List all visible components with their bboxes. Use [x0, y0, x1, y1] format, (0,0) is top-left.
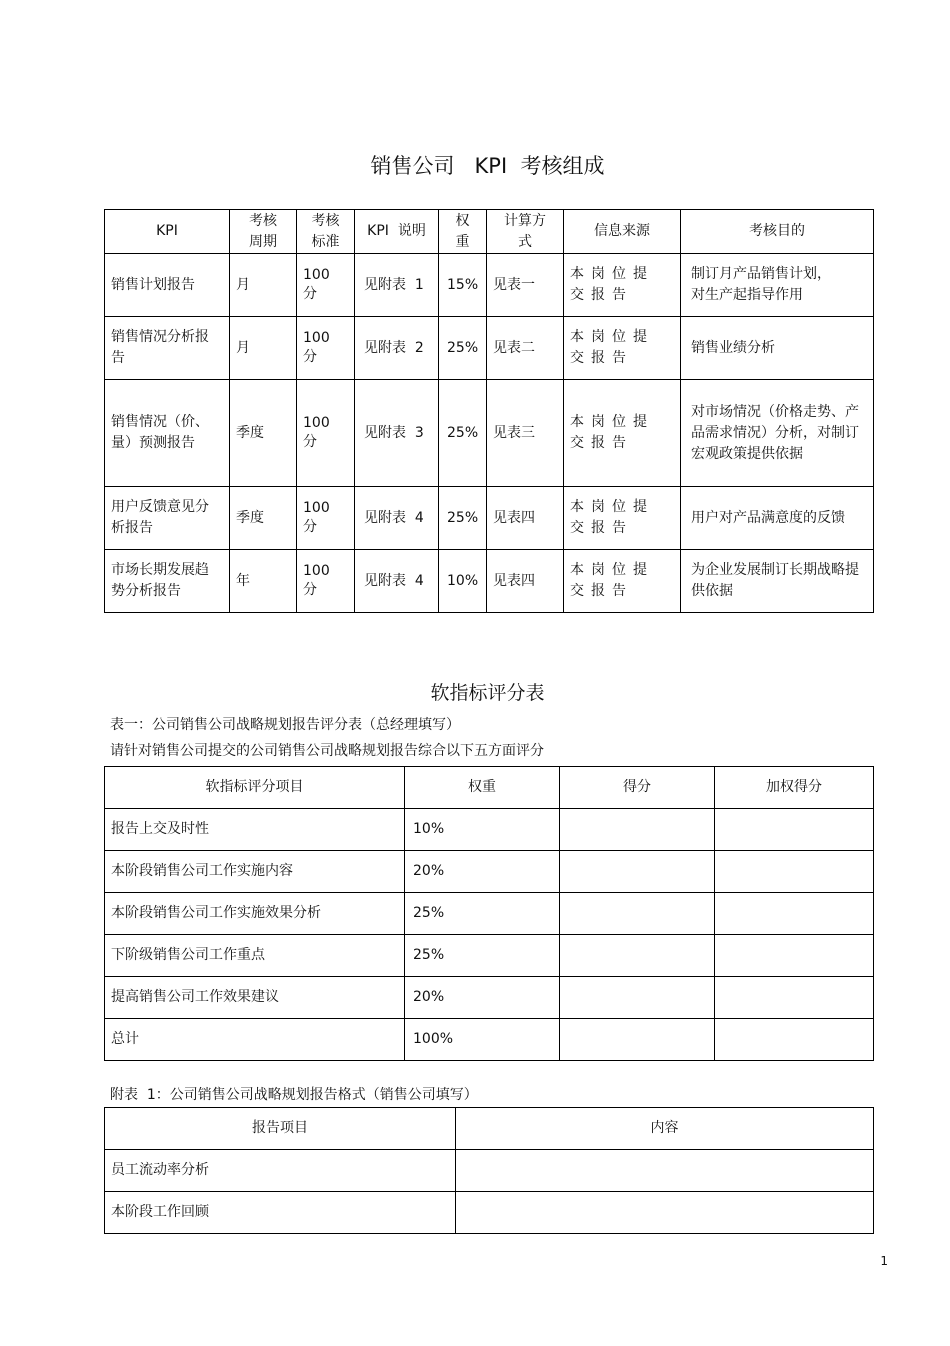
kpi-cell-standard: 100分: [297, 254, 355, 317]
kpi-cell-weight: 25%: [439, 487, 487, 550]
kpi-row: [105, 550, 874, 613]
soft-cell-weight: 25%: [405, 935, 560, 977]
kpi-cell-standard: 100分: [297, 317, 355, 380]
soft-cell-weighted[interactable]: [715, 851, 874, 893]
soft-cell-item: 提高销售公司工作效果建议: [105, 977, 405, 1019]
kpi-cell-period: 月: [230, 317, 297, 380]
kpi-cell-source: 本岗位提交报告: [564, 380, 681, 487]
kpi-cell-calc: 见表一: [487, 254, 564, 317]
kpi-cell-calc: 见表三: [487, 380, 564, 487]
kpi-cell-desc: 见附表 4: [355, 550, 439, 613]
kpi-cell-standard: 100分: [297, 550, 355, 613]
kpi-cell-name: 市场长期发展趋势分析报告: [105, 550, 230, 613]
kpi-cell-weight: 25%: [439, 317, 487, 380]
soft-header-cell: 得分: [560, 767, 715, 809]
kpi-header-cell: 考核目的: [681, 210, 874, 254]
kpi-cell-standard: 100分: [297, 487, 355, 550]
appendix-cell-content[interactable]: [456, 1192, 874, 1234]
appendix-row: [105, 1192, 874, 1234]
kpi-cell-name: 销售计划报告: [105, 254, 230, 317]
appendix-cell-content[interactable]: [456, 1150, 874, 1192]
soft-cell-score[interactable]: [560, 893, 715, 935]
kpi-header-cell: KPI 说明: [355, 210, 439, 254]
kpi-cell-weight: 25%: [439, 380, 487, 487]
soft-header-cell: 权重: [405, 767, 560, 809]
kpi-header-cell: 计算方式: [487, 210, 564, 254]
kpi-cell-period: 季度: [230, 380, 297, 487]
kpi-header-row: [105, 210, 874, 254]
soft-cell-weight: 10%: [405, 809, 560, 851]
soft-cell-item: 本阶段销售公司工作实施效果分析: [105, 893, 405, 935]
appendix-header-cell: 报告项目: [105, 1108, 456, 1150]
kpi-cell-name: 销售情况分析报告: [105, 317, 230, 380]
kpi-cell-desc: 见附表 3: [355, 380, 439, 487]
kpi-cell-name: 销售情况（价、量）预测报告: [105, 380, 230, 487]
appendix-row: [105, 1150, 874, 1192]
appendix-table: [104, 1107, 874, 1234]
kpi-cell-source: 本岗位提交报告: [564, 254, 681, 317]
page-title: 销售公司 KPI 考核组成: [370, 154, 605, 178]
soft-cell-weighted[interactable]: [715, 893, 874, 935]
soft-header-row: [105, 767, 874, 809]
soft-row-total: [105, 1019, 874, 1061]
soft-cell-score[interactable]: [560, 851, 715, 893]
soft-row: [105, 893, 874, 935]
kpi-header-cell: 权重: [439, 210, 487, 254]
soft-cell-weight: 25%: [405, 893, 560, 935]
soft-cell-weighted[interactable]: [715, 809, 874, 851]
kpi-header-cell: 信息来源: [564, 210, 681, 254]
soft-cell-score[interactable]: [560, 935, 715, 977]
soft-cell-score[interactable]: [560, 977, 715, 1019]
soft-cell-weighted[interactable]: [715, 1019, 874, 1061]
kpi-cell-period: 季度: [230, 487, 297, 550]
soft-row: [105, 851, 874, 893]
kpi-cell-weight: 10%: [439, 550, 487, 613]
kpi-cell-standard: 100分: [297, 380, 355, 487]
kpi-cell-calc: 见表四: [487, 550, 564, 613]
kpi-row: [105, 487, 874, 550]
soft-cell-score[interactable]: [560, 1019, 715, 1061]
appendix-caption: 附表 1：公司销售公司战略规划报告格式（销售公司填写）: [110, 1087, 478, 1103]
soft-table-caption: 表一：公司销售公司战略规划报告评分表（总经理填写）: [110, 717, 460, 733]
kpi-cell-desc: 见附表 1: [355, 254, 439, 317]
soft-cell-weight: 20%: [405, 851, 560, 893]
kpi-header-cell: 考核标准: [297, 210, 355, 254]
soft-cell-weight: 100%: [405, 1019, 560, 1061]
soft-cell-item: 下阶级销售公司工作重点: [105, 935, 405, 977]
soft-table: [104, 766, 874, 1061]
soft-row: [105, 809, 874, 851]
kpi-cell-purpose: 为企业发展制订长期战略提供依据: [681, 550, 874, 613]
kpi-cell-name: 用户反馈意见分析报告: [105, 487, 230, 550]
kpi-row: [105, 254, 874, 317]
soft-cell-item: 报告上交及时性: [105, 809, 405, 851]
soft-row: [105, 935, 874, 977]
page-number: 1: [880, 1254, 888, 1268]
kpi-cell-purpose: 销售业绩分析: [681, 317, 874, 380]
kpi-cell-source: 本岗位提交报告: [564, 550, 681, 613]
soft-table-title: 软指标评分表: [430, 682, 545, 704]
kpi-cell-purpose: 对市场情况（价格走势、产品需求情况）分析，对制订宏观政策提供依据: [681, 380, 874, 487]
kpi-header-cell: 考核周期: [230, 210, 297, 254]
kpi-cell-weight: 15%: [439, 254, 487, 317]
kpi-cell-purpose: 用户对产品满意度的反馈: [681, 487, 874, 550]
soft-cell-weight: 20%: [405, 977, 560, 1019]
kpi-cell-purpose: 制订月产品销售计划，对生产起指导作用: [681, 254, 874, 317]
kpi-cell-desc: 见附表 4: [355, 487, 439, 550]
kpi-cell-period: 年: [230, 550, 297, 613]
kpi-cell-source: 本岗位提交报告: [564, 317, 681, 380]
soft-row: [105, 977, 874, 1019]
kpi-cell-calc: 见表四: [487, 487, 564, 550]
soft-cell-weighted[interactable]: [715, 935, 874, 977]
appendix-cell-item: 员工流动率分析: [105, 1150, 456, 1192]
soft-table-instruction: 请针对销售公司提交的公司销售公司战略规划报告综合以下五方面评分: [110, 743, 544, 759]
appendix-cell-item: 本阶段工作回顾: [105, 1192, 456, 1234]
soft-cell-item: 总计: [105, 1019, 405, 1061]
appendix-header-row: [105, 1108, 874, 1150]
soft-header-cell: 加权得分: [715, 767, 874, 809]
soft-header-cell: 软指标评分项目: [105, 767, 405, 809]
kpi-table: [104, 209, 874, 613]
appendix-header-cell: 内容: [456, 1108, 874, 1150]
kpi-cell-calc: 见表二: [487, 317, 564, 380]
kpi-cell-source: 本岗位提交报告: [564, 487, 681, 550]
kpi-cell-desc: 见附表 2: [355, 317, 439, 380]
kpi-row: [105, 380, 874, 487]
soft-cell-score[interactable]: [560, 809, 715, 851]
kpi-row: [105, 317, 874, 380]
soft-cell-weighted[interactable]: [715, 977, 874, 1019]
kpi-cell-period: 月: [230, 254, 297, 317]
soft-cell-item: 本阶段销售公司工作实施内容: [105, 851, 405, 893]
kpi-header-cell: KPI: [105, 210, 230, 254]
